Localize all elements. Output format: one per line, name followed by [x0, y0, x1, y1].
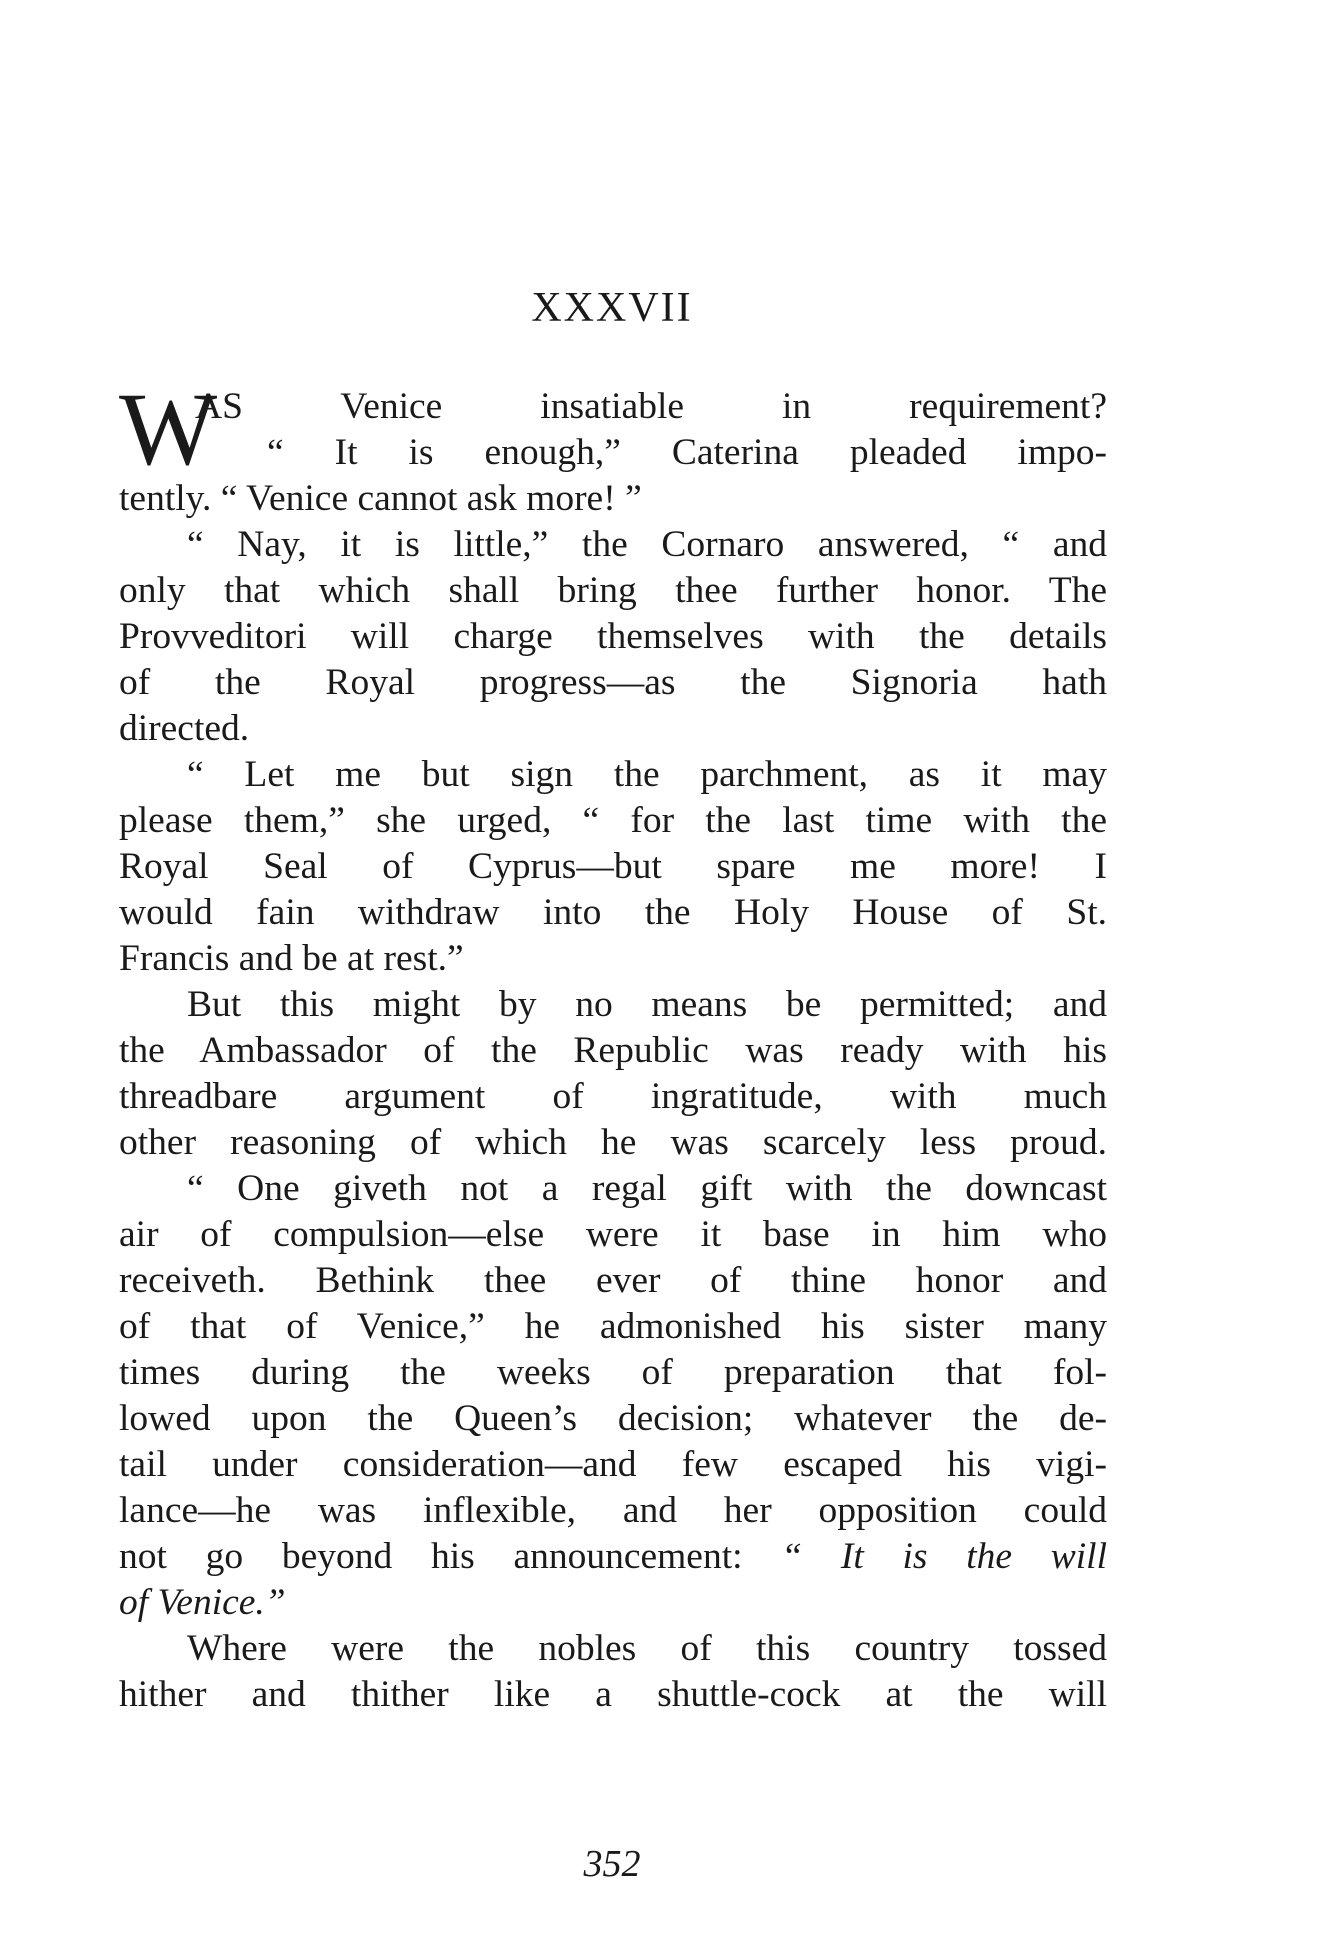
text-line-12: would fain withdraw into the Holy House of St.: [119, 892, 1107, 933]
text-line-25: lance—he was inflexible, and her opposition could: [119, 1490, 1107, 1531]
text-line-2: “ It is enough,” Caterina pleaded impo-: [267, 432, 1107, 473]
text-line-29: hither and thither like a shuttle-cock at the will: [119, 1674, 1107, 1715]
page-number: 352: [583, 1843, 641, 1885]
line-text: AS Venice insatiable in requirement?: [195, 386, 1107, 427]
text-line-27: of Venice.”: [119, 1582, 286, 1623]
text-line-24: tail under consideration—and few escaped his vigi-: [119, 1444, 1107, 1485]
text-line-18: “ One giveth not a regal gift with the downcast: [187, 1168, 1107, 1209]
text-line-19: air of compulsion—else were it base in him who: [119, 1214, 1107, 1255]
text-line-7: of the Royal progress—as the Signoria hath: [119, 662, 1107, 703]
text-line-3: tently. “ Venice cannot ask more! ”: [119, 478, 642, 519]
text-line-26: [119, 1534, 1107, 1580]
line-text: not go beyond his announcement:: [119, 1536, 743, 1577]
text-line-9: “ Let me but sign the parchment, as it may: [187, 754, 1107, 795]
text-line-13: Francis and be at rest.”: [119, 938, 464, 979]
text-line-20: receiveth. Bethink thee ever of thine honor and: [119, 1260, 1107, 1301]
text-line-11: Royal Seal of Cyprus—but spare me more! I: [119, 846, 1107, 887]
text-line-6: Provveditori will charge themselves with the details: [119, 616, 1107, 657]
text-line-23: lowed upon the Queen’s decision; whatever the de-: [119, 1398, 1107, 1439]
text-line-15: the Ambassador of the Republic was ready with his: [119, 1030, 1107, 1071]
text-line-16: threadbare argument of ingratitude, with much: [119, 1076, 1107, 1117]
drop-cap: W: [119, 372, 218, 487]
text-line-17: other reasoning of which he was scarcely less proud.: [119, 1122, 1107, 1163]
text-line-28: Where were the nobles of this country tossed: [187, 1628, 1107, 1669]
body-text: [119, 372, 1107, 1718]
text-line-8: directed.: [119, 708, 250, 749]
text-line-14: But this might by no means be permitted; and: [187, 984, 1107, 1025]
text-line-22: times during the weeks of preparation that fol-: [119, 1352, 1107, 1393]
text-line-21: of that of Venice,” he admonished his sister many: [119, 1306, 1107, 1347]
text-line-4: “ Nay, it is little,” the Cornaro answered, “ and: [187, 524, 1107, 565]
italic-quote: “ It is the will: [781, 1536, 1107, 1577]
chapter-heading: XXXVII: [531, 285, 693, 331]
text-line-10: please them,” she urged, “ for the last time with the: [119, 800, 1107, 841]
text-line-5: only that which shall bring thee further honor. The: [119, 570, 1107, 611]
